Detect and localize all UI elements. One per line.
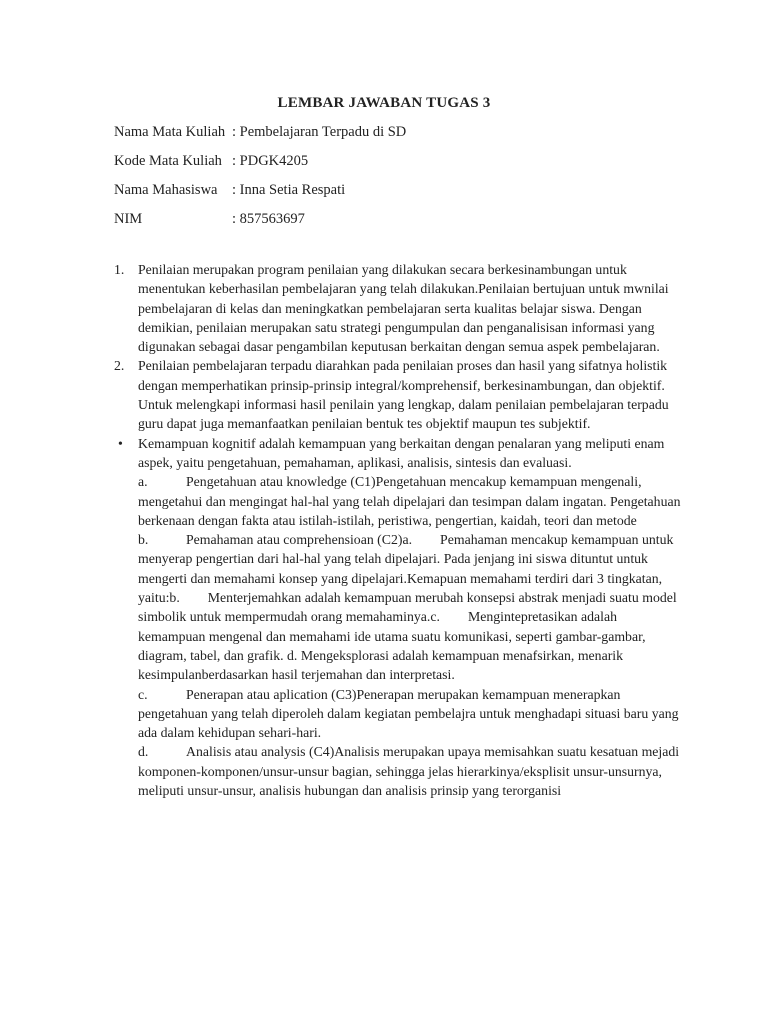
info-value: : PDGK4205 <box>232 153 309 169</box>
sub-text: Mengintepretasikan adalah kemampuan mengenal dan memahami ide utama suatu komunikasi, seperti gambar-gambar, diagram, tabel, dan grafik. d. Mengeksplorasi adalah kemampuan menafsirkan, menarik kesimpulanberdasarkan hasil terjemahan dan interpretasi. <box>138 609 646 683</box>
sub-letter: c. <box>138 686 148 702</box>
info-value: : Pembelajaran Terpadu di SD <box>232 124 407 140</box>
sub-item-b <box>138 530 684 684</box>
sub-item-c <box>138 685 684 743</box>
info-row-course-name <box>114 124 406 141</box>
info-value: : Inna Setia Respati <box>232 182 346 198</box>
info-row-course-code <box>114 153 308 170</box>
sub-letter: b. <box>138 532 149 548</box>
answer-text: Penilaian pembelajaran terpadu diarahkan pada penilaian proses dan hasil yang sifatnya holistik dengan memperhatikan prinsip-prinsip integral/komprehensif, berkesinambungan, dan objektif. Untuk melengkapi informasi hasil penilain yang lengkap, dalam penilaian pembelajaran terpadu guru dapat juga memanfaatkan penilaian bentuk tes objektif maupun tes subjektif. <box>138 358 669 432</box>
info-label: NIM <box>114 211 143 227</box>
info-label: Kode Mata Kuliah <box>114 153 222 169</box>
sub-item-a <box>138 472 684 530</box>
bullet-intro-text: Kemampuan kognitif adalah kemampuan yang berkaitan dengan penalaran yang meliputi enam aspek, yaitu pengetahuan, pemahaman, aplikasi, analisis, sintesis dan evaluasi. <box>138 435 665 470</box>
sub-text: Pemahaman mencakup kemampuan untuk menyerap pengertian dari hal-hal yang telah dipelajari. Pada jenjang ini siswa dituntut untuk mengerti dan memahami konsep yang dipelajari.Kemapuan memahami terdiri dari 3 tingkatan, yaitu:b. <box>138 532 674 606</box>
answer-body <box>114 260 684 800</box>
sub-text: Pengetahuan atau knowledge (C1)Pengetahuan mencakup kemampuan mengenali, mengetahui dan mengingat hal-hal yang telah dipelajari dan tesimpan dalam ingatan. Pengetahuan berkenaan dengan fakta atau istilah-istilah, peristiwa, pengertian, kaidah, teori dan metode <box>138 474 681 528</box>
info-value: : 857563697 <box>232 211 305 227</box>
sub-letter: d. <box>138 744 149 760</box>
answer-bullet-item <box>114 434 684 801</box>
answer-text: Penilaian merupakan program penilaian yang dilakukan secara berkesinambungan untuk menentukan keberhasilan pembelajaran yang telah dilakukan.Penilaian bertujuan untuk mwnilai pembelajaran di kelas dan meningkatkan pembelajaran serta kualitas belajar siswa. Dengan demikian, penilaian merupakan satu strategi pengumpulan dan penganalisisan informasi yang digunakan sebagai dasar pengambilan keputusan berkaitan dengan semua aspek pembelajaran. <box>138 262 669 355</box>
info-label: Nama Mahasiswa <box>114 182 218 198</box>
info-label: Nama Mata Kuliah <box>114 124 226 140</box>
document-title: LEMBAR JAWABAN TUGAS 3 <box>277 95 491 111</box>
answer-item-1 <box>114 260 684 356</box>
sub-item-d <box>138 742 684 800</box>
answer-number: 2. <box>114 358 125 374</box>
answer-number: 1. <box>114 262 125 277</box>
info-row-nim <box>114 211 305 228</box>
sub-text: Analisis atau analysis (C4)Analisis merupakan upaya memisahkan suatu kesatuan mejadi komponen-komponen/unsur-unsur bagian, sehingga jelas hierarkinya/eksplisit unsur-unsurnya, meliputi unsur-unsur, analisis hubungan dan analisis prinsip yang terorganisi <box>138 744 680 799</box>
answer-item-2 <box>114 356 684 433</box>
sub-letter: a. <box>138 474 148 490</box>
info-row-student-name <box>114 182 345 199</box>
bullet-symbol: • <box>118 435 123 451</box>
sub-text: Penerapan atau aplication (C3)Penerapan merupakan kemampuan menerapkan pengetahuan yang telah diperoleh dalam kegiatan pembelajra untuk menghadapi situasi baru yang ada dalam kehidupan sehari-hari. <box>138 686 679 741</box>
sub-text: Pemahaman atau comprehensioan (C2)a. <box>186 532 413 548</box>
sub-text: Menterjemahkan adalah kemampuan merubah konsepsi abstrak menjadi suatu model simbolik untuk mempermudah orang memahaminya.c. <box>138 590 677 625</box>
